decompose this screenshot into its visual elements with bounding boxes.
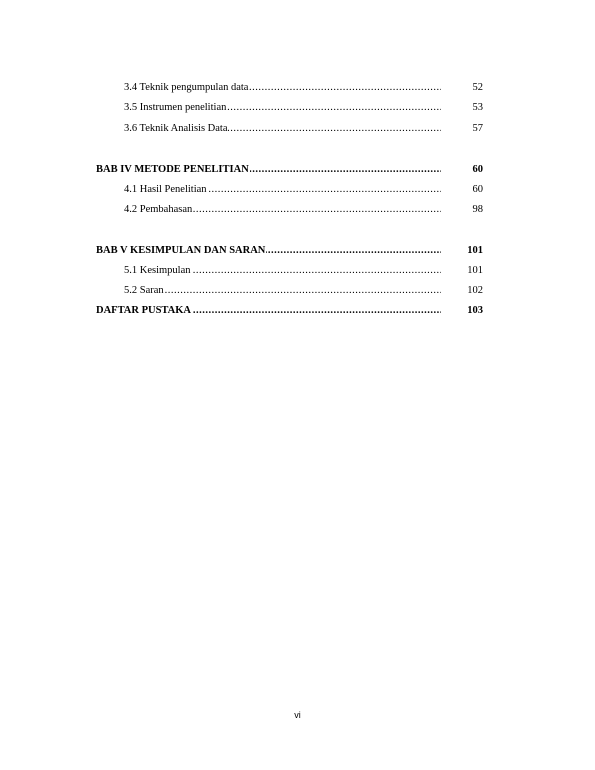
toc-page-number: 103 — [467, 305, 483, 316]
toc-entry — [124, 182, 441, 198]
dot-leader — [124, 283, 441, 299]
toc-row-daftar-pustaka — [0, 303, 595, 319]
toc-row-4-1 — [0, 182, 595, 198]
toc-entry — [124, 80, 441, 96]
toc-chapter-label: DAFTAR PUSTAKA — [96, 305, 191, 316]
toc-entry-label: 4.1 Hasil Penelitian — [124, 184, 207, 195]
toc-chapter-label: BAB IV METODE PENELITIAN — [96, 164, 249, 175]
toc-entry-label: 4.2 Pembahasan — [124, 204, 193, 215]
toc-page-number: 53 — [472, 102, 483, 113]
toc-row-bab-iv — [0, 162, 595, 178]
toc-row-3-5 — [0, 100, 595, 116]
toc-chapter-label: BAB V KESIMPULAN DAN SARAN — [96, 245, 266, 256]
toc-entry — [124, 283, 441, 299]
page-footer-number: vi — [294, 710, 301, 720]
toc-page-number: 52 — [472, 82, 483, 93]
toc-page-number: 101 — [467, 265, 483, 276]
toc-chapter-entry — [96, 243, 441, 259]
toc-chapter-entry — [96, 303, 441, 319]
toc-row-3-4 — [0, 80, 595, 96]
toc-row-bab-v — [0, 243, 595, 259]
toc-entry — [124, 202, 441, 218]
toc-entry-label: 3.6 Teknik Analisis Data — [124, 123, 228, 134]
toc-entry-label: 3.4 Teknik pengumpulan data — [124, 82, 249, 93]
toc-row-3-6 — [0, 121, 595, 137]
toc-entry — [124, 263, 441, 279]
toc-page-number: 60 — [472, 164, 483, 175]
toc-page-number: 60 — [472, 184, 483, 195]
toc-row-4-2 — [0, 202, 595, 218]
toc-entry — [124, 121, 441, 137]
toc-row-5-2 — [0, 283, 595, 299]
toc-entry-label: 3.5 Instrumen penelitian — [124, 102, 227, 113]
toc-page-number: 102 — [467, 285, 483, 296]
toc-entry — [124, 100, 441, 116]
toc-page-number: 101 — [467, 245, 483, 256]
toc-page-number: 98 — [472, 204, 483, 215]
toc-page-number: 57 — [472, 123, 483, 134]
toc-row-5-1 — [0, 263, 595, 279]
toc-entry-label: 5.1 Kesimpulan — [124, 265, 191, 276]
toc-entry-label: 5.2 Saran — [124, 285, 164, 296]
toc-chapter-entry — [96, 162, 441, 178]
